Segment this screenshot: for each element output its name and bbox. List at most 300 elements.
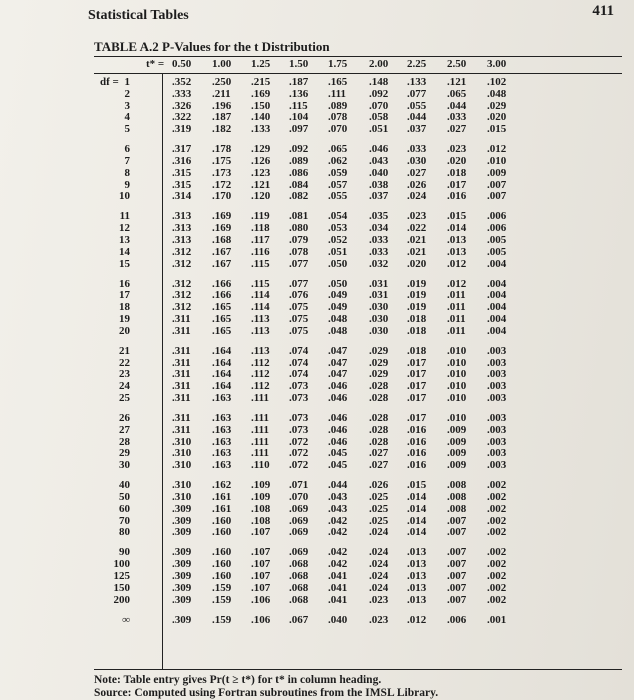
p-value-cell: .004 — [487, 301, 507, 314]
p-value-cell: .178 — [212, 143, 232, 156]
table-note: Note: Table entry gives Pr(t ≥ t*) for t* in column heading. — [94, 674, 382, 686]
p-value-cell: .040 — [328, 613, 348, 626]
p-value-cell: .069 — [289, 526, 309, 539]
p-value-cell: .046 — [328, 412, 348, 424]
p-value-cell: .002 — [487, 479, 507, 492]
df-cell: 20 — [119, 324, 130, 337]
p-value-cell: .159 — [212, 581, 232, 594]
p-value-cell: .034 — [369, 222, 389, 235]
p-value-cell: .041 — [328, 570, 348, 582]
table-row — [94, 447, 622, 459]
p-value-cell: .311 — [172, 368, 191, 381]
p-value-cell: .117 — [251, 234, 270, 246]
p-value-cell: .045 — [328, 447, 348, 460]
p-value-cell: .028 — [369, 412, 389, 424]
p-value-cell: .007 — [447, 570, 467, 582]
p-value-cell: .004 — [487, 324, 507, 337]
df-cell: 12 — [119, 222, 130, 235]
p-value-cell: .150 — [251, 99, 271, 112]
p-value-cell: .115 — [251, 257, 270, 270]
p-value-cell: .077 — [407, 87, 427, 100]
p-value-cell: .014 — [447, 222, 467, 235]
p-value-cell: .250 — [212, 76, 232, 88]
table-row — [94, 222, 622, 234]
table-row — [94, 234, 622, 246]
df-cell: 30 — [119, 459, 130, 472]
table-row — [94, 503, 622, 515]
p-value-cell: .089 — [289, 155, 309, 167]
p-value-cell: .069 — [289, 546, 309, 559]
p-value-cell: .028 — [369, 423, 389, 436]
table-row — [94, 515, 622, 527]
p-value-cell: .011 — [447, 313, 466, 325]
p-value-cell: .002 — [487, 558, 507, 571]
col-header: 1.50 — [289, 58, 309, 70]
p-value-cell: .165 — [212, 324, 232, 337]
p-value-cell: .002 — [487, 514, 507, 527]
p-value-cell: .167 — [212, 245, 232, 258]
p-value-cell: .164 — [212, 344, 232, 357]
p-value-cell: .005 — [487, 234, 507, 246]
p-value-cell: .107 — [251, 570, 271, 582]
table-row — [94, 345, 622, 357]
col-header: 3.00 — [487, 58, 507, 70]
table-row — [94, 313, 622, 325]
p-value-cell: .014 — [407, 502, 427, 515]
p-value-cell: .160 — [212, 514, 232, 527]
p-value-cell: .043 — [369, 155, 389, 167]
p-value-cell: .005 — [487, 245, 507, 258]
p-value-cell: .111 — [251, 392, 270, 404]
p-value-cell: .057 — [328, 178, 348, 191]
p-value-cell: .309 — [172, 570, 192, 582]
p-value-cell: .163 — [212, 392, 232, 404]
df-cell: 2 — [124, 87, 130, 100]
p-value-cell: .029 — [369, 344, 389, 357]
p-value-cell: .165 — [212, 313, 232, 325]
p-value-cell: .074 — [289, 344, 309, 357]
p-value-cell: .001 — [487, 613, 507, 626]
p-value-cell: .010 — [447, 380, 467, 393]
p-value-cell: .159 — [212, 593, 232, 606]
p-value-cell: .187 — [289, 76, 309, 88]
p-value-cell: .033 — [407, 143, 427, 156]
p-value-cell: .162 — [212, 479, 232, 492]
df-cell: 10 — [119, 190, 130, 203]
p-value-cell: .311 — [172, 324, 191, 337]
p-value-cell: .123 — [251, 166, 271, 179]
p-value-cell: .031 — [369, 277, 389, 290]
p-value-cell: .166 — [212, 277, 232, 290]
p-value-cell: .075 — [289, 313, 309, 325]
p-value-cell: .016 — [407, 459, 427, 472]
p-value-cell: .009 — [447, 435, 467, 448]
table-row — [94, 301, 622, 313]
p-value-cell: .043 — [328, 491, 348, 503]
p-value-cell: .050 — [328, 277, 348, 290]
df-cell: 8 — [124, 166, 130, 179]
p-value-cell: .035 — [369, 210, 389, 223]
p-value-cell: .107 — [251, 526, 271, 539]
p-value-cell: .108 — [251, 502, 271, 515]
p-value-cell: .033 — [447, 111, 467, 124]
p-value-cell: .111 — [251, 412, 270, 424]
p-value-cell: .073 — [289, 392, 309, 404]
p-value-cell: .322 — [172, 111, 192, 124]
p-value-cell: .107 — [251, 581, 271, 594]
p-value-cell: .009 — [447, 459, 467, 472]
p-value-cell: .010 — [487, 155, 507, 167]
p-value-cell: .161 — [212, 491, 232, 503]
table-row — [94, 210, 622, 222]
df-cell: 14 — [119, 245, 130, 258]
p-value-cell: .049 — [328, 289, 348, 302]
p-value-cell: .013 — [407, 593, 427, 606]
p-value-cell: .017 — [407, 392, 427, 404]
table-row — [94, 246, 622, 258]
p-value-cell: .092 — [289, 143, 309, 156]
p-value-cell: .023 — [447, 143, 467, 156]
p-value-cell: .116 — [251, 245, 270, 258]
df-cell: 25 — [119, 392, 130, 404]
p-value-cell: .069 — [289, 514, 309, 527]
p-value-cell: .309 — [172, 546, 192, 559]
p-value-cell: .133 — [407, 76, 427, 88]
p-value-cell: .032 — [369, 257, 389, 270]
p-value-cell: .068 — [289, 581, 309, 594]
p-value-cell: .079 — [289, 234, 309, 246]
p-value-cell: .309 — [172, 558, 192, 571]
p-value-cell: .018 — [407, 313, 427, 325]
p-value-cell: .073 — [289, 380, 309, 393]
p-value-cell: .076 — [289, 289, 309, 302]
table-row — [94, 368, 622, 380]
p-value-cell: .030 — [369, 324, 389, 337]
p-value-cell: .048 — [328, 324, 348, 337]
p-value-cell: .102 — [487, 76, 507, 88]
p-value-cell: .068 — [289, 558, 309, 571]
p-value-cell: .163 — [212, 423, 232, 436]
df-cell: 9 — [124, 178, 130, 191]
p-value-cell: .072 — [289, 459, 309, 472]
p-value-cell: .050 — [328, 257, 348, 270]
df-label: df = — [100, 76, 119, 88]
p-value-cell: .111 — [251, 447, 270, 460]
p-value-cell: .007 — [447, 581, 467, 594]
p-value-cell: .065 — [328, 143, 348, 156]
p-value-cell: .020 — [407, 257, 427, 270]
p-value-cell: .033 — [369, 245, 389, 258]
p-value-cell: .168 — [212, 234, 232, 246]
p-value-cell: .115 — [289, 99, 308, 112]
p-value-cell: .025 — [369, 514, 389, 527]
p-value-cell: .148 — [369, 76, 389, 88]
p-value-cell: .196 — [212, 99, 232, 112]
p-value-cell: .133 — [251, 123, 271, 136]
p-value-cell: .163 — [212, 459, 232, 472]
p-value-cell: .014 — [407, 491, 427, 503]
p-value-cell: .042 — [328, 514, 348, 527]
running-title: Statistical Tables — [88, 8, 189, 23]
p-value-cell: .309 — [172, 613, 192, 626]
df-cell: 17 — [119, 289, 130, 302]
p-value-cell: .160 — [212, 546, 232, 559]
p-value-cell: .078 — [328, 111, 348, 124]
p-value-cell: .003 — [487, 380, 507, 393]
p-value-cell: .002 — [487, 570, 507, 582]
p-value-cell: .315 — [172, 178, 192, 191]
p-value-cell: .068 — [289, 593, 309, 606]
table-row — [94, 546, 622, 558]
p-value-cell: .077 — [289, 277, 309, 290]
table-header-rule — [94, 73, 622, 74]
p-value-cell: .118 — [251, 222, 270, 235]
table-row — [94, 325, 622, 337]
p-value-cell: .046 — [328, 423, 348, 436]
table-row — [94, 614, 622, 626]
p-value-cell: .352 — [172, 76, 192, 88]
p-value-cell: .024 — [369, 526, 389, 539]
p-value-cell: .182 — [212, 123, 232, 136]
p-value-cell: .211 — [212, 87, 231, 100]
p-value-cell: .054 — [328, 210, 348, 223]
p-value-cell: .021 — [407, 245, 427, 258]
p-value-cell: .047 — [328, 368, 348, 381]
p-value-cell: .002 — [487, 502, 507, 515]
p-value-cell: .316 — [172, 155, 192, 167]
table-row — [94, 289, 622, 301]
p-value-cell: .015 — [407, 479, 427, 492]
df-cell: 19 — [119, 313, 130, 325]
p-value-cell: .169 — [251, 87, 271, 100]
df-cell: 100 — [113, 558, 130, 571]
p-value-cell: .215 — [251, 76, 271, 88]
p-value-cell: .044 — [328, 479, 348, 492]
p-value-cell: .310 — [172, 491, 192, 503]
p-value-cell: .002 — [487, 526, 507, 539]
table-row — [94, 491, 622, 503]
p-value-cell: .007 — [447, 526, 467, 539]
p-value-cell: .111 — [251, 435, 270, 448]
df-cell: 27 — [119, 423, 130, 436]
p-value-cell: .003 — [487, 447, 507, 460]
table-row — [94, 123, 622, 135]
p-value-cell: .309 — [172, 593, 192, 606]
table-row — [94, 459, 622, 471]
p-value-cell: .040 — [369, 166, 389, 179]
p-value-cell: .017 — [407, 356, 427, 369]
p-value-cell: .041 — [328, 581, 348, 594]
p-value-cell: .013 — [447, 234, 467, 246]
p-value-cell: .081 — [289, 210, 309, 223]
df-cell: 4 — [124, 111, 130, 124]
p-value-cell: .012 — [407, 613, 427, 626]
table-row — [94, 582, 622, 594]
p-value-cell: .047 — [328, 356, 348, 369]
df-cell: 3 — [124, 99, 130, 112]
p-value-cell: .159 — [212, 613, 232, 626]
p-value-cell: .169 — [212, 222, 232, 235]
p-value-cell: .309 — [172, 526, 192, 539]
t-star-label: t* = — [146, 58, 165, 70]
p-value-cell: .013 — [407, 558, 427, 571]
p-value-cell: .016 — [407, 447, 427, 460]
p-value-cell: .026 — [369, 479, 389, 492]
p-value-cell: .048 — [487, 87, 507, 100]
p-value-cell: .077 — [289, 257, 309, 270]
p-value-cell: .312 — [172, 277, 192, 290]
p-value-cell: .043 — [328, 502, 348, 515]
p-value-cell: .311 — [172, 313, 191, 325]
p-value-cell: .019 — [407, 301, 427, 314]
df-cell: 1 — [124, 76, 130, 88]
table-row — [94, 179, 622, 191]
p-value-cell: .121 — [251, 178, 271, 191]
p-value-cell: .313 — [172, 210, 192, 223]
p-value-cell: .018 — [407, 324, 427, 337]
table-row — [94, 88, 622, 100]
df-cell: 23 — [119, 368, 130, 381]
p-value-cell: .037 — [407, 123, 427, 136]
p-value-cell: .097 — [289, 123, 309, 136]
table-row — [94, 424, 622, 436]
p-value-cell: .311 — [172, 380, 191, 393]
p-value-cell: .016 — [407, 435, 427, 448]
p-value-cell: .312 — [172, 245, 192, 258]
p-value-cell: .114 — [251, 301, 270, 314]
df-cell: 125 — [113, 570, 130, 582]
p-value-cell: .028 — [369, 380, 389, 393]
p-value-cell: .065 — [447, 87, 467, 100]
p-value-cell: .112 — [251, 368, 270, 381]
p-value-cell: .021 — [407, 234, 427, 246]
p-value-cell: .002 — [487, 546, 507, 559]
p-value-cell: .025 — [369, 491, 389, 503]
p-value-cell: .015 — [447, 210, 467, 223]
p-value-cell: .049 — [328, 301, 348, 314]
col-header: 1.00 — [212, 58, 232, 70]
df-cell: 18 — [119, 301, 130, 314]
p-value-cell: .014 — [407, 514, 427, 527]
table-row — [94, 479, 622, 491]
p-value-cell: .109 — [251, 479, 271, 492]
p-value-cell: .172 — [212, 178, 232, 191]
p-value-cell: .017 — [407, 368, 427, 381]
p-value-cell: .110 — [251, 459, 270, 472]
p-value-cell: .136 — [289, 87, 309, 100]
p-value-cell: .163 — [212, 447, 232, 460]
p-value-cell: .104 — [289, 111, 309, 124]
p-value-cell: .014 — [407, 526, 427, 539]
df-cell: 16 — [119, 277, 130, 290]
p-value-cell: .313 — [172, 222, 192, 235]
p-value-cell: .107 — [251, 546, 271, 559]
table-row — [94, 357, 622, 369]
p-value-cell: .160 — [212, 558, 232, 571]
p-value-cell: .013 — [407, 581, 427, 594]
p-value-cell: .113 — [251, 313, 270, 325]
p-value-cell: .017 — [447, 178, 467, 191]
df-cell: 24 — [119, 380, 130, 393]
col-header: 0.50 — [172, 58, 192, 70]
p-value-cell: .055 — [328, 190, 348, 203]
p-value-cell: .073 — [289, 412, 309, 424]
p-value-cell: .024 — [369, 581, 389, 594]
p-value-cell: .016 — [447, 190, 467, 203]
p-value-cell: .013 — [407, 570, 427, 582]
table-row — [94, 412, 622, 424]
p-value-cell: .106 — [251, 593, 271, 606]
p-value-cell: .012 — [447, 277, 467, 290]
p-value-cell: .011 — [447, 301, 466, 314]
p-value-cell: .024 — [369, 558, 389, 571]
p-value-cell: .113 — [251, 324, 270, 337]
p-value-cell: .071 — [289, 479, 309, 492]
p-value-cell: .010 — [447, 356, 467, 369]
col-header: 2.00 — [369, 58, 389, 70]
df-cell: 40 — [119, 479, 130, 492]
table-row — [94, 76, 622, 88]
col-header: 1.25 — [251, 58, 271, 70]
p-value-cell: .170 — [212, 190, 232, 203]
p-value-cell: .161 — [212, 502, 232, 515]
p-value-cell: .113 — [251, 344, 270, 357]
p-value-cell: .007 — [447, 514, 467, 527]
p-value-cell: .119 — [251, 210, 270, 223]
p-value-cell: .175 — [212, 155, 232, 167]
p-value-cell: .023 — [369, 593, 389, 606]
df-cell: 5 — [124, 123, 130, 136]
df-cell: 70 — [119, 514, 130, 527]
p-value-cell: .075 — [289, 324, 309, 337]
p-value-cell: .007 — [447, 546, 467, 559]
p-value-cell: .006 — [447, 613, 467, 626]
p-value-cell: .013 — [407, 546, 427, 559]
p-value-cell: .317 — [172, 143, 192, 156]
p-value-cell: .082 — [289, 190, 309, 203]
table-row — [94, 155, 622, 167]
df-cell: 80 — [119, 526, 130, 539]
p-value-cell: .074 — [289, 368, 309, 381]
p-value-cell: .046 — [328, 392, 348, 404]
p-value-cell: .020 — [447, 155, 467, 167]
p-value-cell: .312 — [172, 257, 192, 270]
df-cell: 28 — [119, 435, 130, 448]
p-value-cell: .028 — [369, 435, 389, 448]
p-value-cell: .003 — [487, 435, 507, 448]
p-value-cell: .008 — [447, 491, 467, 503]
table-row — [94, 100, 622, 112]
p-value-cell: .046 — [328, 380, 348, 393]
p-value-cell: .311 — [172, 392, 191, 404]
p-value-cell: .111 — [328, 87, 347, 100]
table-row — [94, 392, 622, 404]
table-row — [94, 526, 622, 538]
p-value-cell: .020 — [487, 111, 507, 124]
p-value-cell: .046 — [369, 143, 389, 156]
p-value-cell: .309 — [172, 502, 192, 515]
p-value-cell: .019 — [407, 289, 427, 302]
p-value-cell: .055 — [407, 99, 427, 112]
p-value-cell: .112 — [251, 356, 270, 369]
p-value-cell: .108 — [251, 514, 271, 527]
p-value-cell: .003 — [487, 368, 507, 381]
p-value-cell: .311 — [172, 344, 191, 357]
p-value-cell: .313 — [172, 234, 192, 246]
p-value-cell: .010 — [447, 368, 467, 381]
p-value-cell: .047 — [328, 344, 348, 357]
p-value-cell: .011 — [447, 289, 466, 302]
